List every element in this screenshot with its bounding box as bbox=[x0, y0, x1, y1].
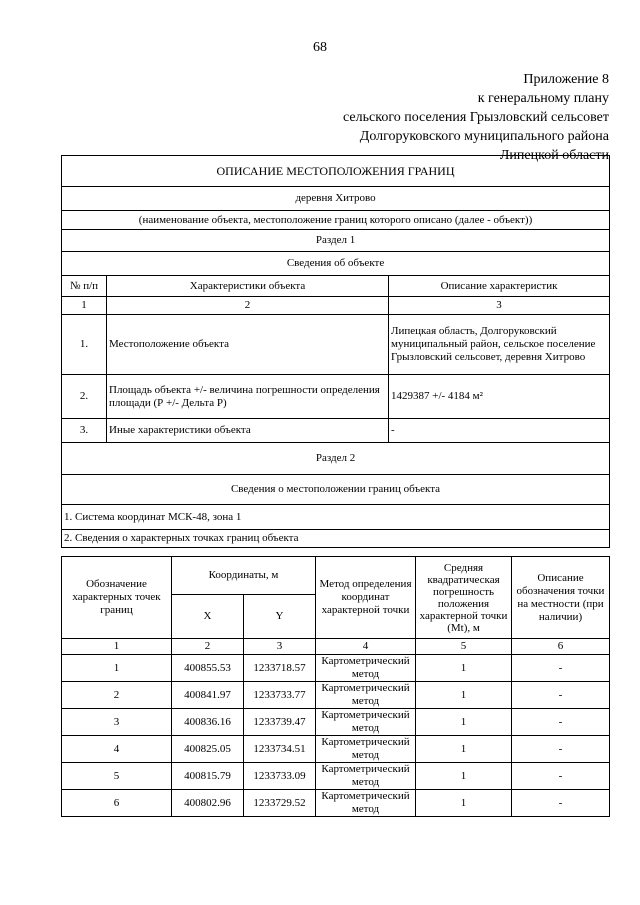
section2-title: Сведения о местоположении границ объекта bbox=[62, 475, 610, 505]
row-num: 2. bbox=[62, 375, 107, 419]
point-method: Картометрический метод bbox=[316, 709, 416, 736]
coordinate-system: 1. Система координат МСК-48, зона 1 bbox=[62, 505, 610, 530]
boundary-points-table bbox=[61, 556, 610, 817]
point-y: 1233739.47 bbox=[244, 709, 316, 736]
column-number: 2 bbox=[172, 639, 244, 655]
point-description: - bbox=[512, 709, 610, 736]
point-id: 3 bbox=[62, 709, 172, 736]
point-id: 2 bbox=[62, 682, 172, 709]
row-num: 1. bbox=[62, 315, 107, 375]
point-accuracy: 1 bbox=[416, 736, 512, 763]
point-x: 400855.53 bbox=[172, 655, 244, 682]
point-description: - bbox=[512, 655, 610, 682]
table-row bbox=[62, 419, 610, 443]
row-value: 1429387 +/- 4184 м² bbox=[389, 375, 610, 419]
document-title: ОПИСАНИЕ МЕСТОПОЛОЖЕНИЯ ГРАНИЦ bbox=[62, 156, 610, 187]
column-number: 1 bbox=[62, 639, 172, 655]
point-x: 400815.79 bbox=[172, 763, 244, 790]
column-number: 5 bbox=[416, 639, 512, 655]
table-row bbox=[62, 655, 610, 682]
point-accuracy: 1 bbox=[416, 709, 512, 736]
table-row bbox=[62, 736, 610, 763]
appendix-line: Долгоруковского муниципального района bbox=[359, 129, 609, 144]
point-description: - bbox=[512, 682, 610, 709]
row-characteristic: Иные характеристики объекта bbox=[107, 419, 389, 443]
object-caption: (наименование объекта, местоположение границ которого описано (далее - объект)) bbox=[62, 211, 610, 230]
point-id: 4 bbox=[62, 736, 172, 763]
table-row bbox=[62, 790, 610, 817]
point-accuracy: 1 bbox=[416, 763, 512, 790]
point-x: 400836.16 bbox=[172, 709, 244, 736]
point-method: Картометрический метод bbox=[316, 736, 416, 763]
point-y: 1233718.57 bbox=[244, 655, 316, 682]
section1-label: Раздел 1 bbox=[62, 230, 610, 252]
object-description-table bbox=[61, 155, 610, 548]
row-characteristic: Площадь объекта +/- величина погрешности определения площади (Р +/- Дельта Р) bbox=[107, 375, 389, 419]
column-number: 1 bbox=[62, 297, 107, 315]
point-method: Картометрический метод bbox=[316, 655, 416, 682]
column-number: 3 bbox=[389, 297, 610, 315]
point-x: 400825.05 bbox=[172, 736, 244, 763]
header-value: Описание характеристик bbox=[389, 276, 610, 297]
point-method: Картометрический метод bbox=[316, 763, 416, 790]
point-y: 1233734.51 bbox=[244, 736, 316, 763]
point-description: - bbox=[512, 763, 610, 790]
header-description: Описание обозначения точки на местности (при наличии) bbox=[512, 557, 610, 639]
table-row bbox=[62, 709, 610, 736]
section1-title: Сведения об объекте bbox=[62, 252, 610, 276]
point-y: 1233733.09 bbox=[244, 763, 316, 790]
point-description: - bbox=[512, 790, 610, 817]
column-number: 4 bbox=[316, 639, 416, 655]
points-caption: 2. Сведения о характерных точках границ объекта bbox=[62, 530, 610, 548]
column-number: 3 bbox=[244, 639, 316, 655]
object-name: деревня Хитрово bbox=[62, 187, 610, 211]
row-value: Липецкая область, Долгоруковский муниципальный район, сельское поселение Грызловский сельсовет, деревня Хитрово bbox=[389, 315, 610, 375]
row-characteristic: Местоположение объекта bbox=[107, 315, 389, 375]
table-row bbox=[62, 315, 610, 375]
header-num: № п/п bbox=[62, 276, 107, 297]
table-row bbox=[62, 682, 610, 709]
point-method: Картометрический метод bbox=[316, 790, 416, 817]
point-x: 400802.96 bbox=[172, 790, 244, 817]
appendix-line: сельского поселения Грызловский сельсовет bbox=[343, 110, 609, 125]
point-id: 5 bbox=[62, 763, 172, 790]
row-num: 3. bbox=[62, 419, 107, 443]
point-x: 400841.97 bbox=[172, 682, 244, 709]
point-description: - bbox=[512, 736, 610, 763]
point-y: 1233733.77 bbox=[244, 682, 316, 709]
appendix-line: Приложение 8 bbox=[523, 72, 609, 87]
row-value: - bbox=[389, 419, 610, 443]
page-number: 68 bbox=[313, 40, 327, 55]
appendix-line: Липецкой области bbox=[499, 148, 609, 163]
point-id: 6 bbox=[62, 790, 172, 817]
column-number: 2 bbox=[107, 297, 389, 315]
header-coordinates: Координаты, м bbox=[172, 557, 316, 595]
appendix-header bbox=[343, 70, 609, 165]
header-method: Метод определения координат характерной точки bbox=[316, 557, 416, 639]
header-y: Y bbox=[244, 595, 316, 639]
table-row bbox=[62, 375, 610, 419]
point-method: Картометрический метод bbox=[316, 682, 416, 709]
point-accuracy: 1 bbox=[416, 790, 512, 817]
point-y: 1233729.52 bbox=[244, 790, 316, 817]
column-number: 6 bbox=[512, 639, 610, 655]
header-accuracy: Средняя квадратическая погрешность положения характерной точки (Mt), м bbox=[416, 557, 512, 639]
header-x: X bbox=[172, 595, 244, 639]
header-characteristic: Характеристики объекта bbox=[107, 276, 389, 297]
header-designation: Обозначение характерных точек границ bbox=[62, 557, 172, 639]
table-row bbox=[62, 763, 610, 790]
point-id: 1 bbox=[62, 655, 172, 682]
section2-label: Раздел 2 bbox=[62, 443, 610, 475]
appendix-line: к генеральному плану bbox=[477, 91, 609, 106]
point-accuracy: 1 bbox=[416, 655, 512, 682]
point-accuracy: 1 bbox=[416, 682, 512, 709]
